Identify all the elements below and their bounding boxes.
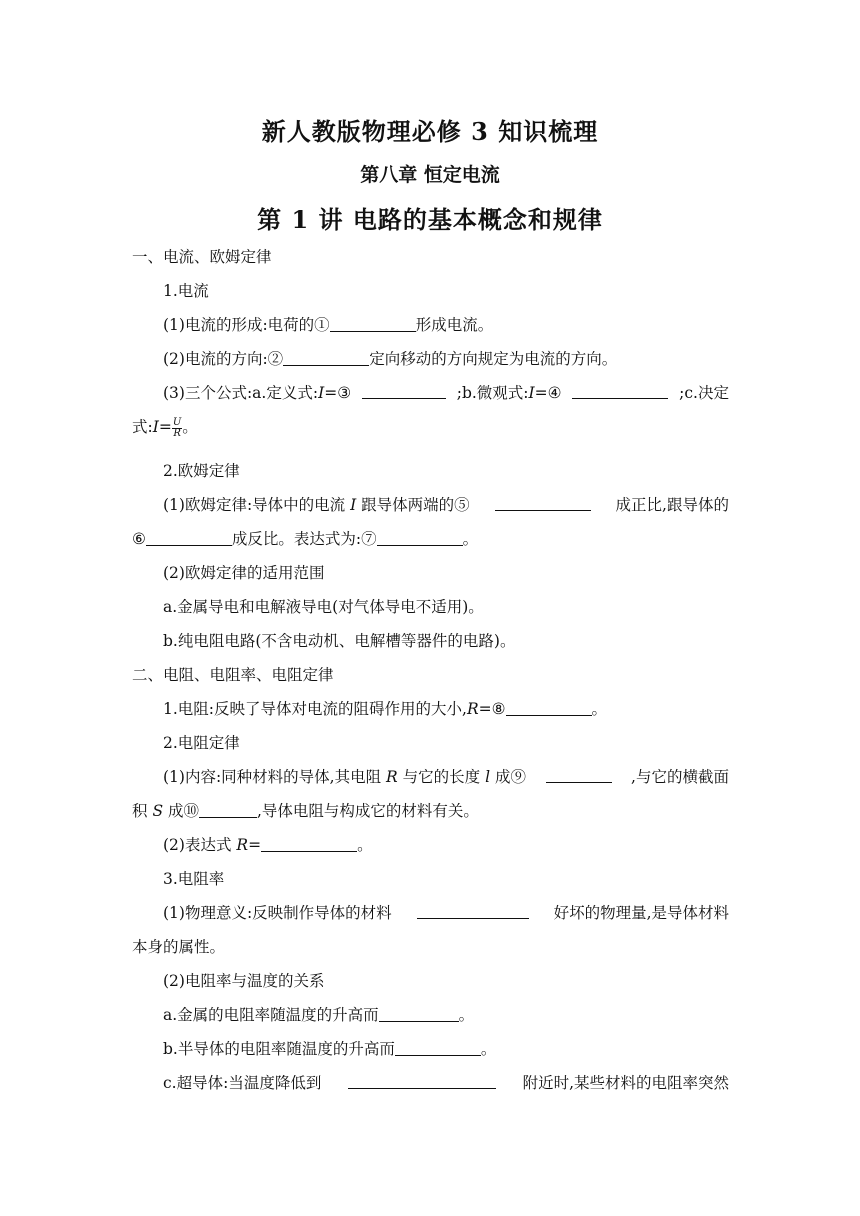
paragraph-resistance-def: 1.电阻:反映了导体对电流的阻碍作用的大小,R=⑧ 。 <box>163 700 608 718</box>
paragraph-ohms-law-cont: ⑥ 成反比。表达式为:⑦ 。 <box>132 530 479 548</box>
document-title: 新人教版物理必修 3 知识梳理 <box>261 117 599 146</box>
paragraph-ohms-scope: (2)欧姆定律的适用范围 <box>163 564 325 582</box>
paragraph-resistivity-meaning-cont: 本身的属性。 <box>132 938 226 956</box>
blank-3[interactable] <box>362 382 446 399</box>
subheading-resistivity: 3.电阻率 <box>163 870 225 888</box>
blank-semiconductor[interactable] <box>395 1039 481 1056</box>
blank-5[interactable] <box>495 494 591 511</box>
chapter-title: 第八章 恒定电流 <box>360 164 500 186</box>
paragraph-semiconductor-resistivity: b.半导体的电阻率随温度的升高而 。 <box>163 1040 497 1058</box>
paragraph-three-formulas: (3)三个公式:a.定义式:I=③ ;b.微观式:I=④ ;c.决定 <box>163 384 729 402</box>
blank-7[interactable] <box>377 529 463 546</box>
paragraph-ohms-law: (1)欧姆定律:导体中的电流 I 跟导体两端的⑤ 成正比,跟导体的 <box>163 496 729 514</box>
blank-2[interactable] <box>283 349 369 366</box>
paragraph-metal-resistivity: a.金属的电阻率随温度的升高而 。 <box>163 1006 475 1024</box>
paragraph-resistivity-temperature: (2)电阻率与温度的关系 <box>163 972 325 990</box>
paragraph-current-formation: (1)电流的形成:电荷的① 形成电流。 <box>163 316 494 334</box>
lecture-title: 第 1 讲 电路的基本概念和规律 <box>257 205 603 234</box>
fraction-u-over-r: $\frac{U}{R}$ <box>172 416 182 439</box>
paragraph-resistance-law: (1)内容:同种材料的导体,其电阻 R 与它的长度 l 成⑨ ,与它的横截面 <box>163 768 729 786</box>
blank-9[interactable] <box>546 766 612 783</box>
blank-8[interactable] <box>506 699 592 716</box>
paragraph-scope-b: b.纯电阻电路(不含电动机、电解槽等器件的电路)。 <box>163 632 516 650</box>
section-heading-resistance: 二、电阻、电阻率、电阻定律 <box>132 666 334 684</box>
blank-expression[interactable] <box>261 835 357 852</box>
section-heading-current: 一、电流、欧姆定律 <box>132 248 272 266</box>
subheading-ohms-law: 2.欧姆定律 <box>163 462 240 480</box>
blank-10[interactable] <box>199 801 257 818</box>
blank-6[interactable] <box>146 529 232 546</box>
paragraph-resistance-law-cont: 积 S 成⑩ ,导体电阻与构成它的材料有关。 <box>132 802 479 820</box>
paragraph-resistivity-meaning: (1)物理意义:反映制作导体的材料 好坏的物理量,是导体材料 <box>163 904 729 922</box>
paragraph-superconductor: c.超导体:当温度降低到 附近时,某些材料的电阻率突然 <box>163 1074 729 1092</box>
blank-superconductor[interactable] <box>348 1072 496 1089</box>
subheading-current: 1.电流 <box>163 282 209 300</box>
blank-1[interactable] <box>330 315 416 332</box>
blank-metal[interactable] <box>379 1005 459 1022</box>
paragraph-three-formulas-cont: 式:I= $\frac{U}{R}$ 。 <box>132 416 198 439</box>
paragraph-resistance-expression: (2)表达式 R= 。 <box>163 836 373 854</box>
paragraph-current-direction: (2)电流的方向:② 定向移动的方向规定为电流的方向。 <box>163 350 618 368</box>
subheading-resistance-law: 2.电阻定律 <box>163 734 240 752</box>
blank-resistivity-meaning[interactable] <box>417 902 529 919</box>
blank-4[interactable] <box>572 382 668 399</box>
paragraph-scope-a: a.金属导电和电解液导电(对气体导电不适用)。 <box>163 598 484 616</box>
